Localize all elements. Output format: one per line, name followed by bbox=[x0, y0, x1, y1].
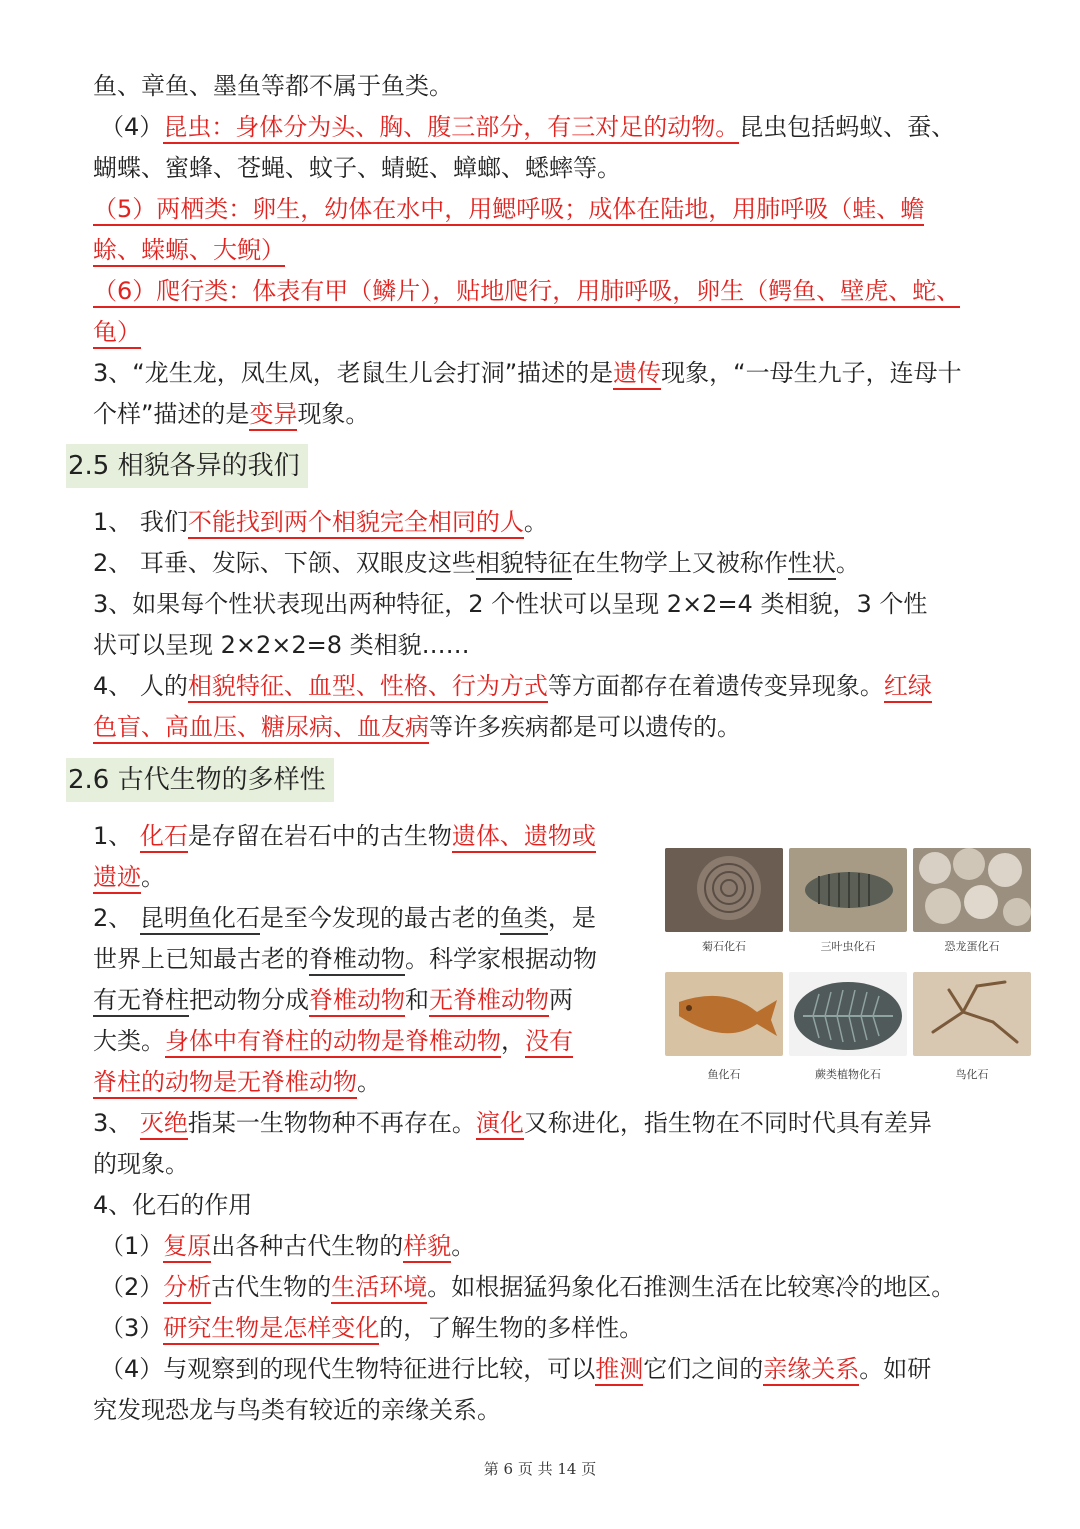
trilobite-fossil-icon bbox=[789, 848, 907, 932]
keyword: 样貌 bbox=[403, 1232, 451, 1263]
keyword: 无脊椎动物 bbox=[429, 986, 549, 1017]
keyword: 脊椎动物 bbox=[309, 945, 405, 976]
paragraph-text: 3、“龙生龙，凤生凤，老鼠生儿会打洞”描述的是 bbox=[93, 359, 614, 387]
fossil-caption: 恐龙蛋化石 bbox=[944, 940, 1000, 953]
bird-fossil-icon bbox=[913, 972, 1031, 1056]
paragraph-text: 4、化石的作用 bbox=[93, 1191, 253, 1219]
paragraph-text: 等许多疾病都是可以遗传的。 bbox=[429, 713, 741, 741]
paragraph-text: 3、如果每个性状表现出两种特征，2 个性状可以呈现 2×2=4 类相貌，3 个性 bbox=[93, 590, 928, 618]
paragraph-text: 世界上已知最古老的 bbox=[93, 945, 309, 973]
keyword: 不能找到两个相貌完全相同的人 bbox=[188, 508, 524, 539]
text-line bbox=[93, 1066, 381, 1098]
text-line bbox=[93, 234, 285, 266]
text-line bbox=[100, 1230, 475, 1262]
section-heading: 2.5 相貌各异的我们 bbox=[66, 444, 308, 488]
keyword: 亲缘关系 bbox=[763, 1355, 859, 1386]
paragraph-text: 在生物学上又被称作 bbox=[571, 549, 788, 577]
text-line bbox=[100, 111, 955, 143]
list-marker: 1、 bbox=[93, 822, 140, 850]
paragraph-text: 。如研 bbox=[859, 1355, 932, 1383]
list-marker: （1） bbox=[100, 1232, 164, 1260]
paragraph-text: 大类。 bbox=[93, 1027, 165, 1055]
text-line bbox=[93, 670, 932, 702]
fossil-caption: 蕨类植物化石 bbox=[815, 1068, 881, 1081]
text-line bbox=[93, 316, 141, 348]
keyword: 性状 bbox=[788, 549, 836, 580]
fossil-caption: 鱼化石 bbox=[707, 1068, 741, 1081]
paragraph-text: 个样”描述的是 bbox=[93, 400, 250, 428]
list-marker: （4） bbox=[100, 113, 164, 141]
paragraph-text: （4）与观察到的现代生物特征进行比较，可以 bbox=[100, 1355, 596, 1383]
text-line bbox=[93, 275, 960, 307]
keyword: 昆明鱼化石 bbox=[140, 904, 260, 935]
paragraph-text: 是存留在岩石中的古生物 bbox=[187, 822, 452, 850]
paragraph-text: 。 bbox=[141, 863, 165, 891]
paragraph-text: ，是 bbox=[547, 904, 596, 932]
keyword: 鱼类 bbox=[500, 904, 548, 935]
paragraph-text: 出各种古代生物的 bbox=[211, 1232, 404, 1260]
keyword: 遗传 bbox=[613, 359, 661, 390]
paragraph-text: 指某一生物物种不再存在。 bbox=[187, 1109, 476, 1137]
fossil-caption: 三叶虫化石 bbox=[820, 940, 876, 953]
text-line bbox=[93, 588, 927, 620]
dinosaur-egg-fossil-icon bbox=[913, 848, 1031, 932]
keyword: 化石 bbox=[140, 822, 188, 853]
fossil-caption: 菊石化石 bbox=[702, 940, 746, 953]
paragraph-text: 。 bbox=[835, 549, 860, 577]
paragraph-text: ， bbox=[501, 1027, 525, 1055]
paragraph-text: 把动物分成 bbox=[189, 986, 309, 1014]
highlight-definition: （5）两栖类：卵生，幼体在水中，用鳃呼吸；成体在陆地，用肺呼吸（蛙、蟾 bbox=[93, 195, 924, 226]
paragraph-text: 究发现恐龙与鸟类有较近的亲缘关系。 bbox=[93, 1396, 501, 1424]
keyword: 变异 bbox=[249, 400, 297, 431]
paragraph-text: 是至今发现的最古老的 bbox=[259, 904, 500, 932]
paragraph-text: 又称进化，指生物在不同时代具有差异 bbox=[523, 1109, 932, 1137]
text-line bbox=[93, 1189, 252, 1221]
text-line bbox=[93, 943, 597, 975]
fern-fossil-icon bbox=[789, 972, 907, 1056]
keyword: 灭绝 bbox=[140, 1109, 188, 1140]
paragraph-text: 等方面都存在着遗传变异现象。 bbox=[547, 672, 884, 700]
keyword: 色盲、高血压、糖尿病、血友病 bbox=[93, 713, 429, 744]
fossil-image-grid bbox=[662, 846, 1034, 1086]
page-footer: 第 6 页 共 14 页 bbox=[483, 1460, 597, 1478]
paragraph-text: 蝴蝶、蜜蜂、苍蝇、蚊子、蜻蜓、蟑螂、蟋蟀等。 bbox=[93, 154, 621, 182]
keyword: 有无脊柱 bbox=[93, 986, 189, 1017]
paragraph-text: 现象，“一母生九子，连母十 bbox=[661, 359, 962, 387]
text-line bbox=[93, 506, 548, 538]
paragraph-text: 古代生物的 bbox=[211, 1273, 332, 1301]
paragraph-text: 的，了解生物的多样性。 bbox=[379, 1314, 644, 1342]
paragraph-text: 和 bbox=[405, 986, 429, 1014]
text-line bbox=[93, 1148, 189, 1180]
text-line bbox=[100, 1271, 955, 1303]
text-line bbox=[93, 547, 860, 579]
section-heading: 2.6 古代生物的多样性 bbox=[66, 758, 334, 802]
paragraph-text: 。科学家根据动物 bbox=[405, 945, 597, 973]
ammonite-fossil-icon bbox=[665, 848, 783, 932]
text-line bbox=[93, 1025, 573, 1057]
paragraph-text: 1、 我们 bbox=[93, 508, 188, 536]
highlight-definition: 龟） bbox=[93, 318, 141, 349]
keyword: 生活环境 bbox=[331, 1273, 427, 1304]
paragraph-text: 2、 耳垂、发际、下颌、双眼皮这些 bbox=[93, 549, 476, 577]
highlight-definition: 蜍、蝾螈、大鲵） bbox=[93, 236, 285, 267]
keyword: 相貌特征 bbox=[476, 549, 572, 580]
text-line bbox=[93, 984, 573, 1016]
text-line bbox=[93, 152, 621, 184]
keyword: 脊椎动物 bbox=[309, 986, 405, 1017]
paragraph-text: 状可以呈现 2×2×2=8 类相貌…… bbox=[93, 631, 470, 659]
keyword: 身体中有脊柱的动物是脊椎动物 bbox=[165, 1027, 501, 1058]
text-line bbox=[100, 1312, 643, 1344]
list-marker: 3、 bbox=[93, 1109, 140, 1137]
list-marker: （3） bbox=[100, 1314, 164, 1342]
text-line bbox=[93, 711, 741, 743]
paragraph-text: 现象。 bbox=[297, 400, 370, 428]
paragraph-text: 昆虫包括蚂蚁、蚕、 bbox=[739, 113, 956, 141]
paragraph-text: 。 bbox=[451, 1232, 476, 1260]
highlight-definition: 昆虫：身体分为头、胸、腹三部分，有三对足的动物。 bbox=[163, 113, 739, 144]
paragraph-text: 。如根据猛犸象化石推测生活在比较寒冷的地区。 bbox=[427, 1273, 956, 1301]
keyword: 分析 bbox=[163, 1273, 211, 1304]
highlight-definition: （6）爬行类：体表有甲（鳞片），贴地爬行，用肺呼吸，卵生（鳄鱼、壁虎、蛇、 bbox=[93, 277, 960, 308]
text-line bbox=[100, 1353, 931, 1385]
text-line bbox=[93, 861, 165, 893]
text-line bbox=[93, 629, 470, 661]
paragraph-text: 。 bbox=[523, 508, 548, 536]
text-line bbox=[93, 398, 369, 430]
fish-fossil-icon bbox=[665, 972, 783, 1056]
keyword: 脊柱的动物是无脊椎动物 bbox=[93, 1068, 357, 1099]
list-marker: 2、 bbox=[93, 904, 140, 932]
text-line bbox=[93, 193, 924, 225]
text-line bbox=[93, 1107, 932, 1139]
keyword: 没有 bbox=[525, 1027, 573, 1058]
text-line bbox=[93, 357, 962, 389]
keyword: 推测 bbox=[595, 1355, 643, 1386]
keyword: 研究生物是怎样变化 bbox=[163, 1314, 379, 1345]
keyword: 演化 bbox=[476, 1109, 524, 1140]
text-line bbox=[93, 820, 596, 852]
text-line bbox=[93, 70, 453, 102]
text-line bbox=[93, 1394, 501, 1426]
keyword: 复原 bbox=[163, 1232, 211, 1263]
fossil-caption: 鸟化石 bbox=[955, 1068, 989, 1081]
keyword: 红绿 bbox=[884, 672, 932, 703]
keyword: 遗迹 bbox=[93, 863, 141, 894]
paragraph-text: 鱼、章鱼、墨鱼等都不属于鱼类。 bbox=[93, 72, 453, 100]
keyword: 相貌特征、血型、性格、行为方式 bbox=[188, 672, 548, 703]
keyword: 遗体、遗物或 bbox=[452, 822, 596, 853]
paragraph-text: 4、 人的 bbox=[93, 672, 188, 700]
paragraph-text: 。 bbox=[357, 1068, 381, 1096]
list-marker: （2） bbox=[100, 1273, 164, 1301]
paragraph-text: 两 bbox=[549, 986, 573, 1014]
paragraph-text: 的现象。 bbox=[93, 1150, 189, 1178]
text-line bbox=[93, 902, 596, 934]
paragraph-text: 它们之间的 bbox=[643, 1355, 764, 1383]
